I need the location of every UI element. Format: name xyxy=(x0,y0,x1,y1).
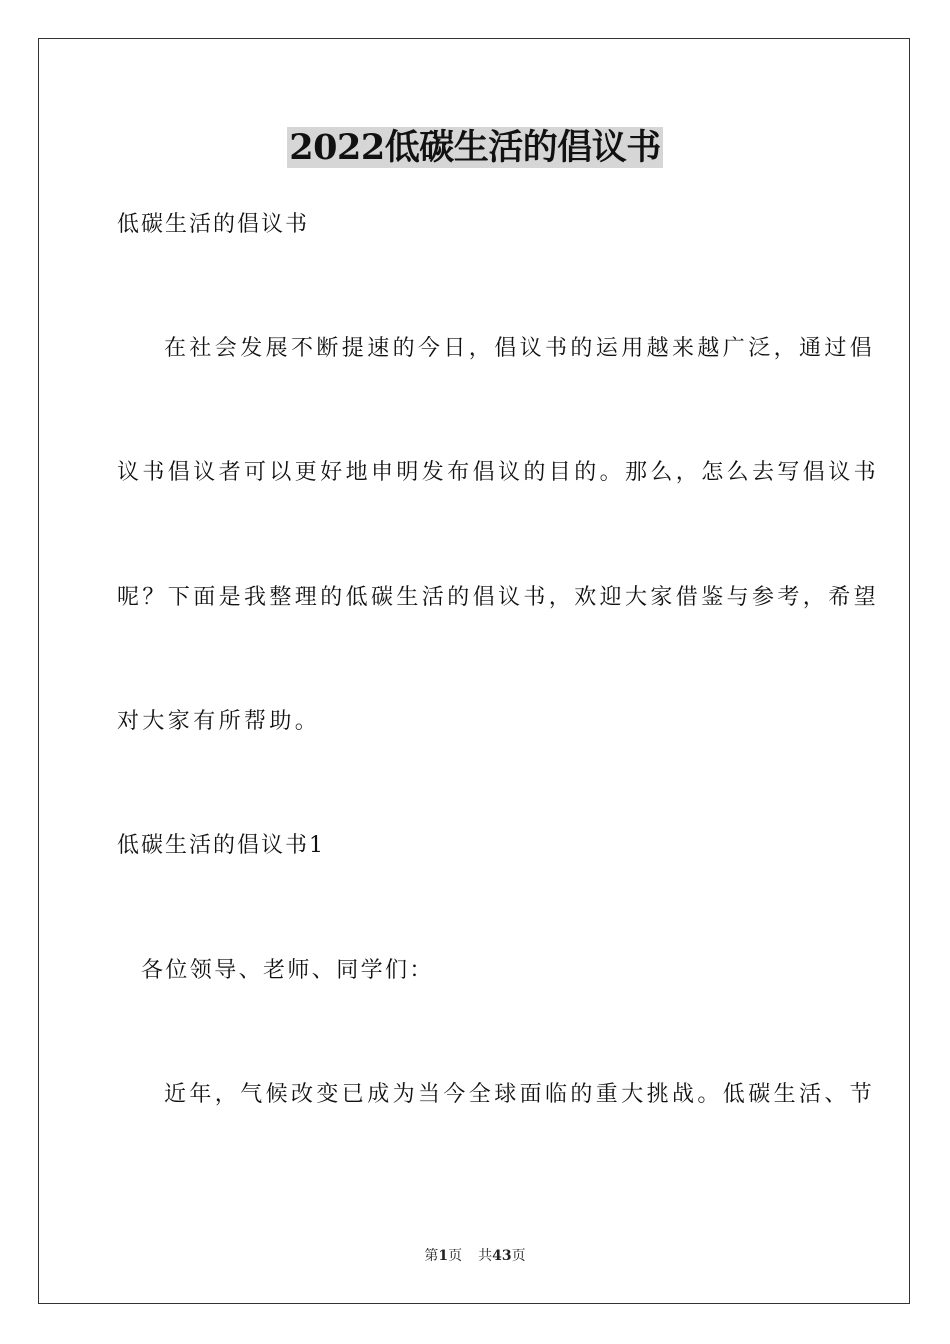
document-title-text: 2022低碳生活的倡议书 xyxy=(289,127,661,168)
footer-page-suffix: 页 xyxy=(448,1248,463,1264)
paragraph-line-4: 对大家有所帮助。 xyxy=(117,709,321,734)
paragraph-line-1: 在社会发展不断提速的今日，倡议书的运用越来越广泛，通过倡 xyxy=(164,336,876,361)
paragraph-line-2: 议书倡议者可以更好地申明发布倡议的目的。那么，怎么去写倡议书 xyxy=(117,460,880,485)
footer-total-pages: 43 xyxy=(492,1248,512,1264)
document-subtitle: 低碳生活的倡议书 xyxy=(117,212,310,237)
paragraph-line-3: 呢？下面是我整理的低碳生活的倡议书，欢迎大家借鉴与参考，希望 xyxy=(117,585,880,610)
footer-page-prefix: 第 xyxy=(424,1248,439,1264)
salutation: 各位领导、老师、同学们： xyxy=(141,958,434,983)
footer-total-suffix: 页 xyxy=(511,1248,526,1264)
body-line: 近年，气候改变已成为当今全球面临的重大挑战。低碳生活、节 xyxy=(164,1082,876,1107)
footer-total-prefix: 共 xyxy=(478,1248,493,1264)
section-heading: 低碳生活的倡议书1 xyxy=(117,833,325,858)
document-title xyxy=(0,126,950,170)
footer-page-number: 1 xyxy=(438,1248,449,1264)
page-footer xyxy=(0,1246,950,1266)
